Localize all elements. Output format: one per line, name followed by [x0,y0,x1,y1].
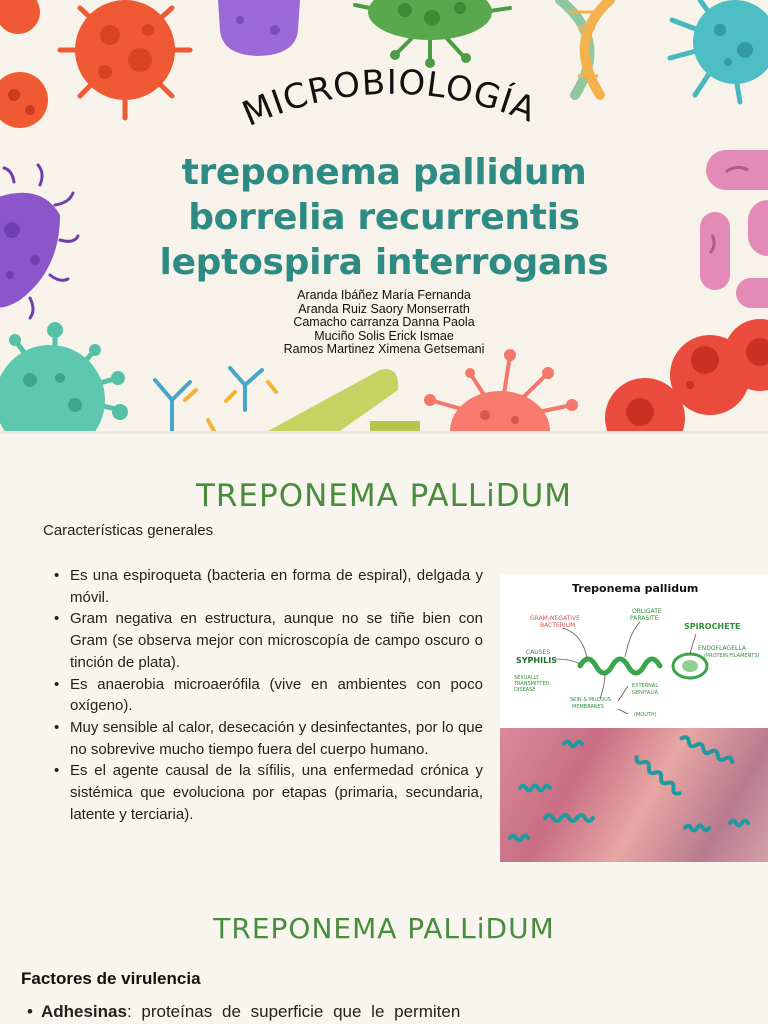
diagram-canvas [500,574,768,729]
title-borrelia: borrelia recurrentis [188,197,580,238]
label-spirochete: SPIROCHETE [684,622,741,631]
micrograph-image [500,728,768,862]
bullet-term: Adhesinas [40,1002,127,1021]
spirochete-icon [730,821,748,826]
spirochete-icon [510,836,528,841]
spirochete-icon [580,659,660,673]
bacteria-titles [0,150,768,285]
list-item: • Muy sensible al calor, desecación y desinfectantes, por lo que no sobrevive mucho tiempo fuera del cuerpo humano. [48,717,483,760]
author-name: Muciño Solis Erick Ismae [314,328,454,343]
spirochete-icon [520,786,550,791]
title-leptospira: leptospira interrogans [159,242,609,283]
label-causes: CAUSES [526,649,551,656]
bullet-text: : proteínas de superficie que le permiten [126,1002,461,1021]
author-name: Aranda Ibáñez María Fernanda [297,288,471,302]
cross-section-core-icon [682,660,698,672]
list-item: • Es una espiroqueta (bacteria en forma de espiral), delgada y móvil. [48,565,483,608]
spirochete-icon [635,755,682,796]
characteristics-list [48,565,483,825]
list-item: • Es el agente causal de la sífilis, una enfermedad crónica y sistémica que evoluciona por etapas (primaria, secundaria, latente y terciaria). [48,760,483,825]
slide-title: TREPONEMA PALLiDUM [213,912,555,945]
treponema-diagram [500,574,768,729]
author-name: Ramos Martinez Ximena Getsemani [283,342,485,356]
svg-text:MICROBIOLOGÍA [237,63,542,135]
title-treponema: treponema pallidum [181,152,587,193]
label-mouth: (MOUTH) [634,712,657,718]
label-transmitted: TRANSMITTED [514,681,550,687]
spirochete-icon [564,742,582,747]
spirochete-icon [545,815,593,821]
main-heading: MICROBIOLOGÍA [236,62,542,135]
spirochete-icon [680,736,733,765]
label-membranes: MEMBRANES [572,704,604,710]
section-subtitle: Factores de virulencia [21,969,201,988]
bullet-dot-icon: • [27,1002,33,1021]
slide-title: TREPONEMA PALLiDUM [195,478,573,514]
author-name: Aranda Ruiz Saory Monserrath [298,301,470,316]
label-sexually: SEXUALLY [514,675,539,681]
label-disease: DISEASE [514,687,536,693]
label-endoflagella: ENDOFLAGELLA [698,645,746,652]
label-bacterium: BACTERIUM [540,622,576,629]
label-external: EXTERNAL [632,683,659,689]
author-name: Camacho carranza Danna Paola [293,315,475,329]
list-item: • Es anaerobia microaerófila (vive en ambientes con poco oxígeno). [48,674,483,717]
label-obligate: OBLIGATE [632,608,662,615]
spirochete-icon [685,826,709,831]
general-characteristics-slide [0,434,768,864]
virulence-factors-slide [0,864,768,1024]
label-genitalia: GENITALIA [632,690,659,696]
label-skin-mucous: SKIN & MUCOUS [570,697,611,703]
section-subtitle: Características generales [43,522,214,539]
spirochete-micrograph [500,728,768,862]
cover-slide [0,0,768,431]
author-list [0,289,768,357]
list-item: • Gram negativa en estructura, aunque no se tiñe bien con Gram (se observa mejor con microscopía de campo oscuro o tinción de plata). [48,608,483,673]
diagram-title: Treponema pallidum [572,582,699,595]
label-gram-negative: GRAM-NEGATIVE [530,615,580,622]
label-parasite: PARASITE [630,615,659,622]
list-item [27,1002,527,1022]
label-syphilis: SYPHILIS [516,656,557,665]
label-protein-filaments: (PROTEIN FILAMENTS) [704,653,760,659]
